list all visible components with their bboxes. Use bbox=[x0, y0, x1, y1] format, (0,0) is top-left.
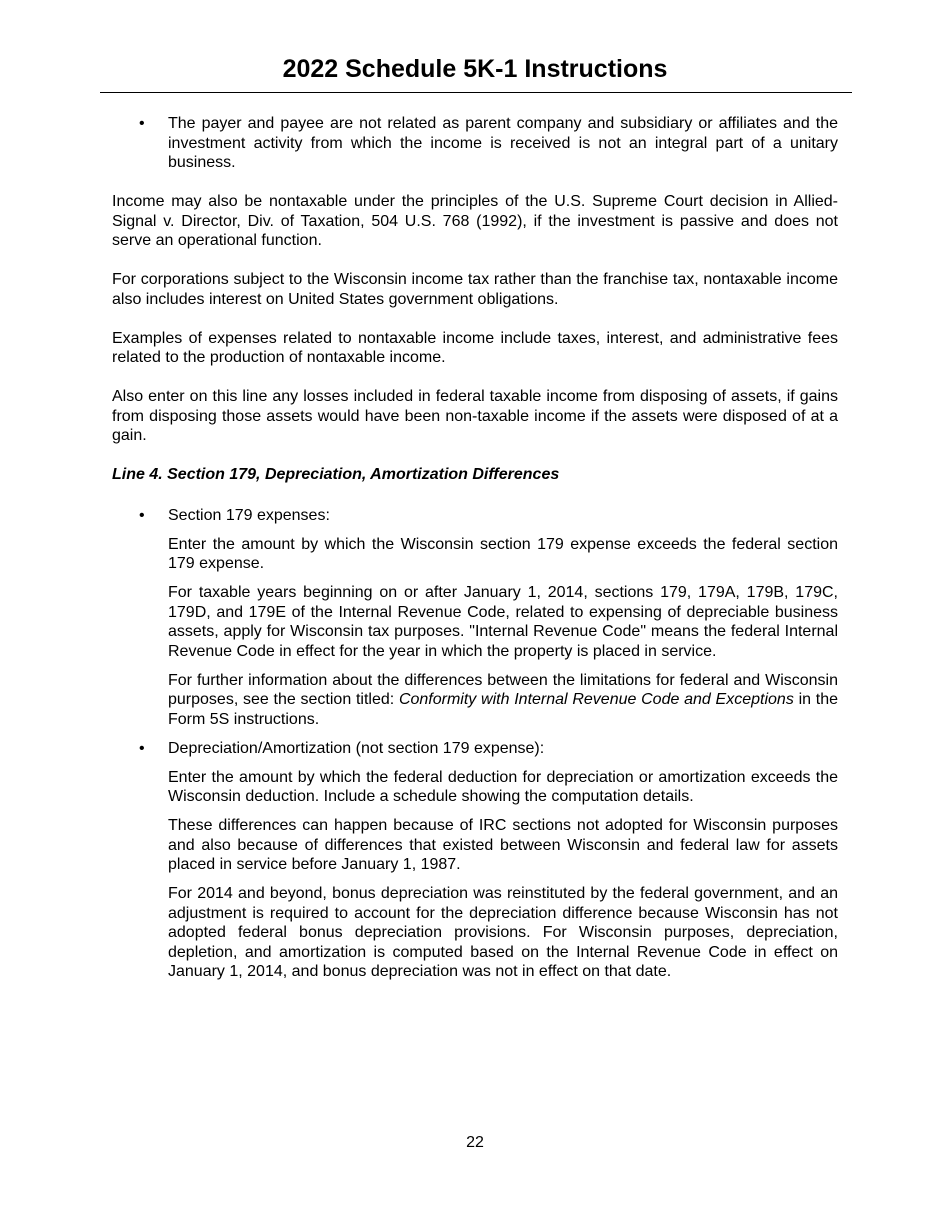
bullet-label-depreciation: Depreciation/Amortization (not section 179 expense): bbox=[168, 739, 545, 757]
section-heading-line-4: Line 4. Section 179, Depreciation, Amortization Differences bbox=[112, 466, 560, 483]
section-179-p3-before: For further information about the differences between the limitations for federal and Wisconsin purposes, see the section titled: bbox=[168, 671, 838, 708]
bullet-text-unitary: The payer and payee are not related as parent company and subsidiary or affiliates and the investment activity from which the income is received is not an integral part of a unitary business. bbox=[168, 115, 838, 171]
paragraph-losses: Also enter on this line any losses included in federal taxable income from disposing of assets, if gains from disposing those assets would have been non-taxable income if the assets were disposed of at a gain. bbox=[112, 388, 838, 444]
document-body bbox=[112, 114, 838, 982]
section-179-paragraph-1: Enter the amount by which the Wisconsin section 179 expense exceeds the federal section 179 expense. bbox=[168, 535, 838, 572]
bullet-item-section-179 bbox=[112, 506, 838, 730]
bullet-icon: • bbox=[139, 115, 145, 132]
depreciation-paragraph-1: Enter the amount by which the federal deduction for depreciation or amortization exceeds the Wisconsin deduction. Include a schedule showing the computation details. bbox=[168, 768, 838, 805]
section-179-p3-after: in the Form 5S instructions. bbox=[168, 691, 839, 728]
section-179-paragraph-2: For taxable years beginning on or after January 1, 2014, sections 179, 179A, 179B, 179C, 179D, and 179E of the Internal Revenue Code, related to expensing of depreciable business assets, apply for Wisconsin tax purposes. "Internal Revenue Code" means the federal Internal Revenue Code in effect for the year in which the property is placed in service. bbox=[168, 584, 838, 660]
paragraph-corporations: For corporations subject to the Wisconsin income tax rather than the franchise tax, nontaxable income also includes interest on United States government obligations. bbox=[112, 271, 838, 308]
title-divider bbox=[100, 92, 852, 93]
bullet-icon: • bbox=[139, 739, 145, 757]
bullet-item-depreciation bbox=[112, 739, 838, 982]
bullet-icon: • bbox=[139, 506, 145, 524]
conformity-reference: Conformity with Internal Revenue Code and Exceptions bbox=[398, 691, 794, 708]
page-title: 2022 Schedule 5K-1 Instructions bbox=[282, 55, 668, 83]
bullet-item-unitary bbox=[112, 114, 838, 173]
page-number: 22 bbox=[466, 1134, 484, 1151]
paragraph-allied-signal: Income may also be nontaxable under the principles of the U.S. Supreme Court decision in Allied-Signal v. Director, Div. of Taxation, 504 U.S. 768 (1992), if the investment is passive and does not serve an operational function. bbox=[112, 193, 838, 249]
paragraph-expenses: Examples of expenses related to nontaxable income include taxes, interest, and administrative fees related to the production of nontaxable income. bbox=[112, 329, 838, 366]
section-179-paragraph-3 bbox=[168, 671, 838, 730]
depreciation-paragraph-3: For 2014 and beyond, bonus depreciation was reinstituted by the federal government, and an adjustment is required to account for the depreciation difference because Wisconsin has not adopted federal bonus depreciation provisions. For Wisconsin purposes, depreciation, depletion, and amortization is computed based on the Internal Revenue Code in effect on January 1, 2014, and bonus depreciation was not in effect on that date. bbox=[168, 885, 838, 980]
bullet-label-section-179: Section 179 expenses: bbox=[168, 506, 330, 524]
depreciation-paragraph-2: These differences can happen because of IRC sections not adopted for Wisconsin purposes and also because of differences that existed between Wisconsin and federal law for assets placed in service before January 1, 1987. bbox=[168, 817, 838, 873]
